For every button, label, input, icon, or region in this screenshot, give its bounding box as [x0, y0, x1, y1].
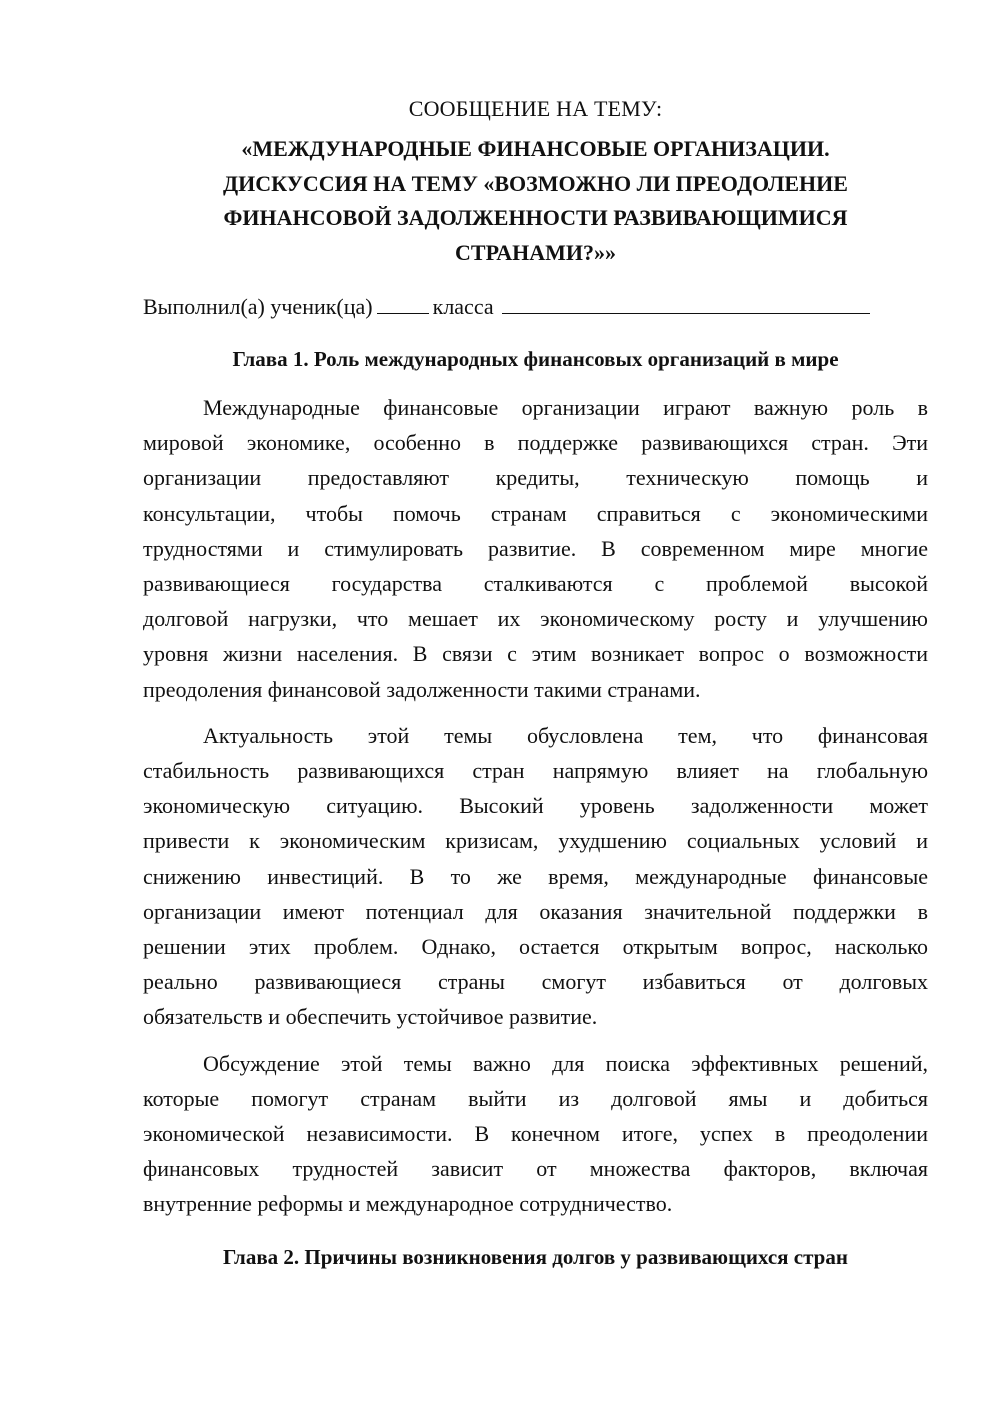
- paragraph-3: [143, 1046, 928, 1222]
- paragraph-line: организации предоставляют кредиты, техническую помощь и: [143, 465, 928, 491]
- paragraph-line: которые помогут странам выйти из долговой ямы и добиться: [143, 1085, 928, 1111]
- paragraph-line: долговой нагрузки, что мешает их экономическому росту и улучшению: [143, 606, 928, 632]
- paragraph-line: Международные финансовые организации играют важную роль в: [203, 395, 928, 420]
- title-line: СТРАНАМИ?»»: [455, 239, 616, 265]
- paragraph-line: финансовых трудностей зависит от множества факторов, включая: [143, 1156, 928, 1182]
- paragraph-line: экономическую ситуацию. Высокий уровень задолженности может: [143, 793, 928, 819]
- paragraph-line: стабильность развивающихся стран напрямую влияет на глобальную: [143, 758, 928, 784]
- paragraph-line: консультации, чтобы помочь странам справиться с экономическими: [143, 500, 928, 526]
- paragraph-line: организации имеют потенциал для оказания значительной поддержки в: [143, 898, 928, 924]
- author-prefix: Выполнил(а) ученик(ца): [143, 294, 373, 319]
- document-page: [143, 92, 928, 1274]
- paragraph-line: Актуальность этой темы обусловлена тем, что финансовая: [203, 722, 928, 748]
- paragraph-2: [143, 718, 928, 1035]
- paragraph-line: внутренние реформы и международное сотрудничество.: [143, 1191, 673, 1217]
- paragraph-line: трудностями и стимулировать развитие. В современном мире многие: [143, 535, 928, 561]
- class-number-blank: [377, 295, 429, 314]
- paragraph-line: преодоления финансовой задолженности такими странами.: [143, 676, 701, 702]
- paragraph-line: снижению инвестиций. В то же время, международные финансовые: [143, 863, 928, 889]
- paragraph-line: развивающиеся государства сталкиваются с проблемой высокой: [143, 571, 928, 597]
- paragraph-line: уровня жизни населения. В связи с этим возникает вопрос о возможности: [143, 641, 928, 667]
- paragraph-1: [143, 390, 928, 707]
- author-line: [143, 290, 928, 324]
- title-line: ФИНАНСОВОЙ ЗАДОЛЖЕННОСТИ РАЗВИВАЮЩИМИСЯ: [223, 205, 848, 230]
- paragraph-line: мировой экономике, особенно в поддержке развивающихся стран. Эти: [143, 430, 928, 456]
- class-label: класса: [432, 294, 494, 319]
- document-title: [143, 132, 928, 270]
- student-name-blank: [502, 295, 870, 314]
- title-line: ДИСКУССИЯ НА ТЕМУ «ВОЗМОЖНО ЛИ ПРЕОДОЛЕНИЕ: [223, 170, 848, 196]
- chapter-1-heading: Глава 1. Роль международных финансовых организаций в мире: [232, 347, 839, 371]
- paragraph-line: реально развивающиеся страны смогут избавиться от долговых: [143, 969, 928, 995]
- paragraph-line: обязательств и обеспечить устойчивое развитие.: [143, 1004, 598, 1030]
- paragraph-line: привести к экономическим кризисам, ухудшению социальных условий и: [143, 828, 928, 854]
- title-line: «МЕЖДУНАРОДНЫЕ ФИНАНСОВЫЕ ОРГАНИЗАЦИИ.: [241, 136, 830, 161]
- chapter-2-heading: Глава 2. Причины возникновения долгов у развивающихся стран: [223, 1244, 848, 1269]
- paragraph-line: Обсуждение этой темы важно для поиска эффективных решений,: [203, 1050, 928, 1076]
- document-pre-title: СООБЩЕНИЕ НА ТЕМУ:: [408, 96, 663, 121]
- paragraph-line: решении этих проблем. Однако, остается открытым вопрос, насколько: [143, 934, 928, 960]
- paragraph-line: экономической независимости. В конечном итоге, успех в преодолении: [143, 1121, 928, 1147]
